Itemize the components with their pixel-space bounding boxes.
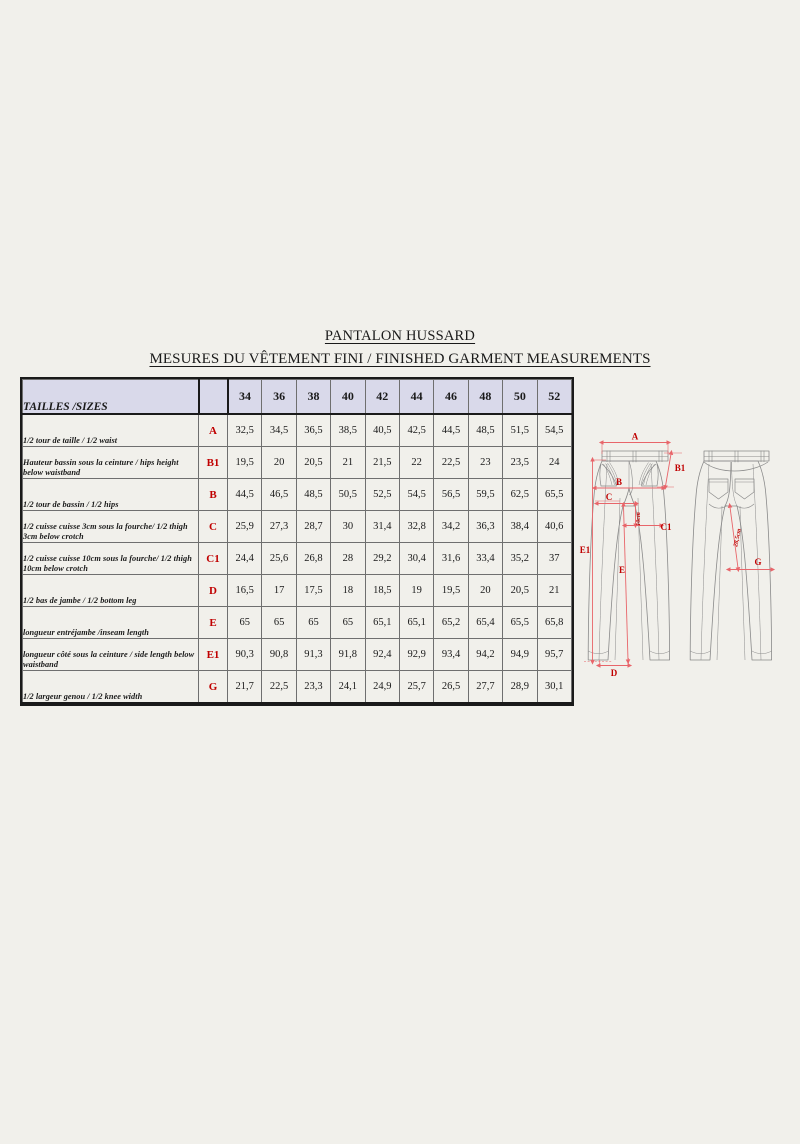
table-row (23, 511, 572, 543)
measurement-cell: 18 (331, 575, 365, 607)
header-size-44: 44 (399, 380, 433, 415)
document-titles (0, 326, 800, 370)
front-view-garment (588, 451, 669, 661)
annotation-rise: 28,5cm (732, 527, 743, 548)
measurement-cell: 94,2 (468, 639, 502, 671)
measurement-cell: 27,7 (468, 671, 502, 704)
measurement-cell: 65 (228, 607, 262, 639)
annotation-d: D (610, 668, 618, 678)
row-label: 1/2 tour de bassin / 1/2 hips (23, 479, 199, 511)
measurement-cell: 50,5 (331, 479, 365, 511)
row-label: 1/2 tour de taille / 1/2 waist (23, 414, 199, 447)
measurement-cell: 42,5 (399, 414, 433, 447)
measurement-cell: 91,8 (331, 639, 365, 671)
annotation-c1: C1 (660, 522, 672, 532)
measurement-cell: 65,5 (537, 479, 571, 511)
page-title: PANTALON HUSSARD (324, 328, 476, 344)
header-size-40: 40 (331, 380, 365, 415)
measurement-cell: 52,5 (365, 479, 399, 511)
measurement-cell: 19 (399, 575, 433, 607)
annotation-g: G (754, 557, 762, 567)
measurement-cell: 18,5 (365, 575, 399, 607)
measurements-table (22, 379, 572, 704)
measurement-cell: 46,5 (262, 479, 296, 511)
measurement-cell: 20 (468, 575, 502, 607)
measurements-table-container (22, 379, 571, 704)
measurement-cell: 54,5 (399, 479, 433, 511)
measurement-cell: 21 (537, 575, 571, 607)
measurement-cell: 24,1 (331, 671, 365, 704)
header-size-48: 48 (468, 380, 502, 415)
measurement-cell: 20 (262, 447, 296, 479)
measurement-cell: 22 (399, 447, 433, 479)
measurement-cell: 48,5 (296, 479, 330, 511)
measurement-cell: 40,5 (365, 414, 399, 447)
page-subtitle: MESURES DU VÊTEMENT FINI / FINISHED GARMENT MEASUREMENTS (149, 351, 651, 367)
table-row (23, 479, 572, 511)
annotation-e: E (618, 565, 626, 575)
row-code: G (199, 671, 228, 704)
measurement-cell: 65 (331, 607, 365, 639)
measurement-cell: 36,3 (468, 511, 502, 543)
measurement-cell: 23,3 (296, 671, 330, 704)
measurement-cell: 20,5 (296, 447, 330, 479)
measurement-cell: 93,4 (434, 639, 468, 671)
measurement-cell: 95,7 (537, 639, 571, 671)
measurement-cell: 28,7 (296, 511, 330, 543)
measurement-cell: 65 (296, 607, 330, 639)
measurement-cell: 44,5 (228, 479, 262, 511)
measurement-cell: 90,8 (262, 639, 296, 671)
measurement-cell: 48,5 (468, 414, 502, 447)
row-code: E (199, 607, 228, 639)
measurement-cell: 32,8 (399, 511, 433, 543)
annotation-a: A (631, 431, 639, 442)
table-row (23, 671, 572, 704)
measurement-cell: 24 (537, 447, 571, 479)
measurement-cell: 65,2 (434, 607, 468, 639)
header-size-42: 42 (365, 380, 399, 415)
table-row (23, 607, 572, 639)
measurement-cell: 26,8 (296, 543, 330, 575)
measurement-cell: 90,3 (228, 639, 262, 671)
header-size-52: 52 (537, 380, 571, 415)
header-sizes-label: TAILLES /SIZES (23, 380, 199, 415)
measurement-cell: 21 (331, 447, 365, 479)
measurement-cell: 28 (331, 543, 365, 575)
measurement-cell: 22,5 (434, 447, 468, 479)
row-code: C (199, 511, 228, 543)
measurement-cell: 30,4 (399, 543, 433, 575)
annotation-c: C (605, 492, 613, 502)
measurement-cell: 34,2 (434, 511, 468, 543)
header-size-46: 46 (434, 380, 468, 415)
row-label: 1/2 bas de jambe / 1/2 bottom leg (23, 575, 199, 607)
row-code: C1 (199, 543, 228, 575)
measurement-cell: 33,4 (468, 543, 502, 575)
measurement-cell: 94,9 (503, 639, 537, 671)
measurement-cell: 92,4 (365, 639, 399, 671)
measurement-cell: 56,5 (434, 479, 468, 511)
annotation-e1: E1 (579, 545, 591, 555)
row-code: B1 (199, 447, 228, 479)
measurement-cell: 20,5 (503, 575, 537, 607)
annotation-10cm: 10cm (635, 512, 642, 526)
measurement-cell: 17,5 (296, 575, 330, 607)
measurement-cell: 17 (262, 575, 296, 607)
row-label: 1/2 cuisse cuisse 10cm sous la fourche/ 1/2 thigh 10cm below crotch (23, 543, 199, 575)
measurement-cell: 37 (537, 543, 571, 575)
measurement-cell: 23 (468, 447, 502, 479)
table-row (23, 414, 572, 447)
row-label: 1/2 cuisse cuisse 3cm sous la fourche/ 1/2 thigh 3cm below crotch (23, 511, 199, 543)
measurement-cell: 62,5 (503, 479, 537, 511)
measurement-cell: 38,4 (503, 511, 537, 543)
measurement-cell: 65,4 (468, 607, 502, 639)
measurement-cell: 31,6 (434, 543, 468, 575)
header-size-38: 38 (296, 380, 330, 415)
back-view-garment (690, 451, 771, 661)
measurement-cell: 25,9 (228, 511, 262, 543)
measurement-cell: 19,5 (434, 575, 468, 607)
annotation-b: B (615, 477, 623, 487)
measurement-cell: 21,5 (365, 447, 399, 479)
row-code: A (199, 414, 228, 447)
measurement-cell: 30,1 (537, 671, 571, 704)
measurement-cell: 28,9 (503, 671, 537, 704)
measurement-cell: 31,4 (365, 511, 399, 543)
measurement-cell: 23,5 (503, 447, 537, 479)
measurement-cell: 40,6 (537, 511, 571, 543)
measurement-cell: 65 (262, 607, 296, 639)
table-body (23, 414, 572, 703)
measurement-cell: 24,4 (228, 543, 262, 575)
measurement-cell: 91,3 (296, 639, 330, 671)
table-row (23, 447, 572, 479)
measurement-cell: 26,5 (434, 671, 468, 704)
row-label: longueur côté sous la ceinture / side length below waistband (23, 639, 199, 671)
header-size-36: 36 (262, 380, 296, 415)
row-code: B (199, 479, 228, 511)
row-label: longueur entréjambe /inseam length (23, 607, 199, 639)
measurement-cell: 65,8 (537, 607, 571, 639)
measurement-cell: 54,5 (537, 414, 571, 447)
annotation-b1: B1 (674, 463, 686, 473)
measurement-cell: 32,5 (228, 414, 262, 447)
dimension-annotations (584, 441, 771, 667)
measurement-cell: 27,3 (262, 511, 296, 543)
table-row (23, 639, 572, 671)
measurement-cell: 65,5 (503, 607, 537, 639)
table-header-row (23, 380, 572, 415)
measurement-cell: 34,5 (262, 414, 296, 447)
measurement-cell: 92,9 (399, 639, 433, 671)
measurement-cell: 22,5 (262, 671, 296, 704)
technical-drawing (578, 420, 786, 695)
measurement-cell: 36,5 (296, 414, 330, 447)
measurement-cell: 19,5 (228, 447, 262, 479)
measurement-cell: 59,5 (468, 479, 502, 511)
measurement-cell: 24,9 (365, 671, 399, 704)
measurement-cell: 65,1 (365, 607, 399, 639)
table-row (23, 575, 572, 607)
header-size-50: 50 (503, 380, 537, 415)
measurement-cell: 29,2 (365, 543, 399, 575)
measurement-cell: 21,7 (228, 671, 262, 704)
measurement-cell: 30 (331, 511, 365, 543)
header-code-column (199, 380, 228, 415)
measurement-cell: 25,6 (262, 543, 296, 575)
table-row (23, 543, 572, 575)
measurement-cell: 25,7 (399, 671, 433, 704)
measurement-cell: 51,5 (503, 414, 537, 447)
measurement-cell: 44,5 (434, 414, 468, 447)
measurement-cell: 65,1 (399, 607, 433, 639)
measurement-cell: 35,2 (503, 543, 537, 575)
row-code: D (199, 575, 228, 607)
table-head (23, 380, 572, 415)
measurement-cell: 16,5 (228, 575, 262, 607)
row-code: E1 (199, 639, 228, 671)
header-size-34: 34 (228, 380, 262, 415)
row-label: 1/2 largeur genou / 1/2 knee width (23, 671, 199, 704)
row-label: Hauteur bassin sous la ceinture / hips height below waistband (23, 447, 199, 479)
measurement-cell: 38,5 (331, 414, 365, 447)
